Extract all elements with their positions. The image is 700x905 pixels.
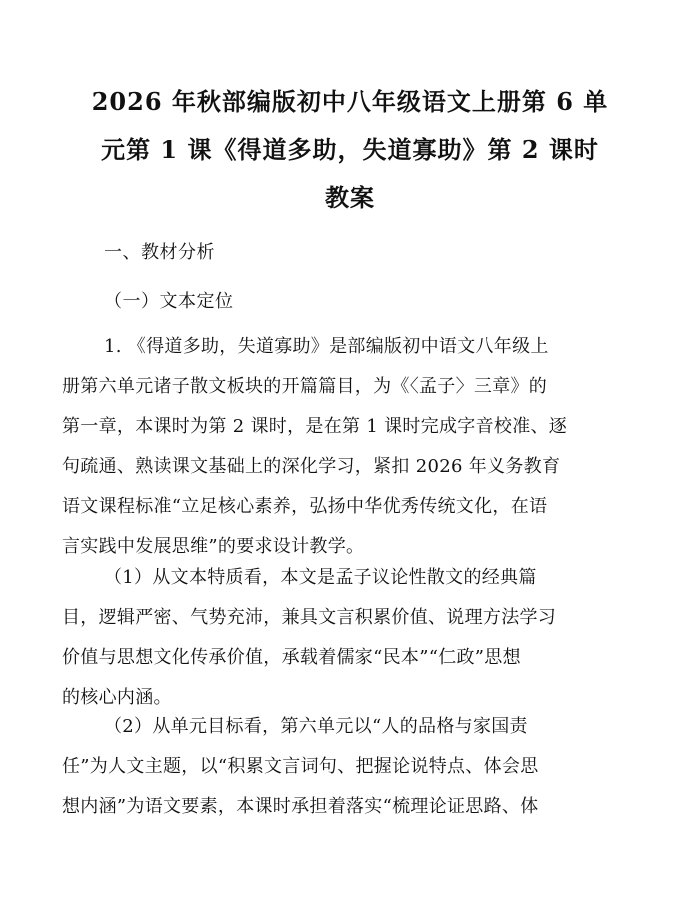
paragraph-3-line-1: （2）从单元目标看，第六单元以“人的品格与家国责 — [104, 716, 528, 737]
document-title-line-3: 教案 — [325, 183, 375, 212]
paragraph-1-line-3: 第一章，本课时为第 2 课时，是在第 1 课时完成字音校准、逐 — [62, 416, 568, 437]
document-title-line-1: 2026 年秋部编版初中八年级语文上册第 6 单 — [91, 87, 609, 116]
paragraph-3-line-2: 任”为人文主题，以“积累文言词句、把握论说特点、体会思 — [62, 756, 539, 777]
paragraph-1-line-4: 句疏通、熟读课文基础上的深化学习，紧扣 2026 年义务教育 — [62, 456, 561, 477]
paragraph-3 — [62, 707, 598, 827]
paragraph-2-line-2: 目，逻辑严密、气势充沛，兼具文言积累价值、说理方法学习 — [62, 607, 557, 628]
subsection-heading: （一）文本定位 — [104, 291, 234, 312]
paragraph-2-line-4: 的核心内涵。 — [62, 687, 172, 708]
paragraph-1-line-6: 言实践中发展思维”的要求设计教学。 — [62, 536, 365, 557]
paragraph-3-line-3: 想内涵”为语文要素，本课时承担着落实“梳理论证思路、体 — [62, 796, 539, 817]
paragraph-2 — [62, 558, 598, 718]
paragraph-2-line-3: 价值与思想文化传承价值，承载着儒家“民本”“仁政”思想 — [62, 647, 521, 668]
section-heading: 一、教材分析 — [104, 242, 215, 263]
paragraph-1-line-5: 语文课程标准“立足核心素养，弘扬中华优秀传统文化，在语 — [62, 496, 548, 517]
paragraph-1-line-2: 册第六单元诸子散文板块的开篇篇目，为《〈孟子〉三章》的 — [62, 376, 548, 397]
paragraph-2-line-1: （1）从文本特质看，本文是孟子议论性散文的经典篇 — [104, 567, 537, 588]
document-title-line-2: 元第 1 课《得道多助，失道寡助》第 2 课时 — [101, 135, 599, 164]
paragraph-1 — [62, 327, 598, 567]
paragraph-1-line-1: 1. 《得道多助，失道寡助》是部编版初中语文八年级上 — [104, 336, 549, 357]
